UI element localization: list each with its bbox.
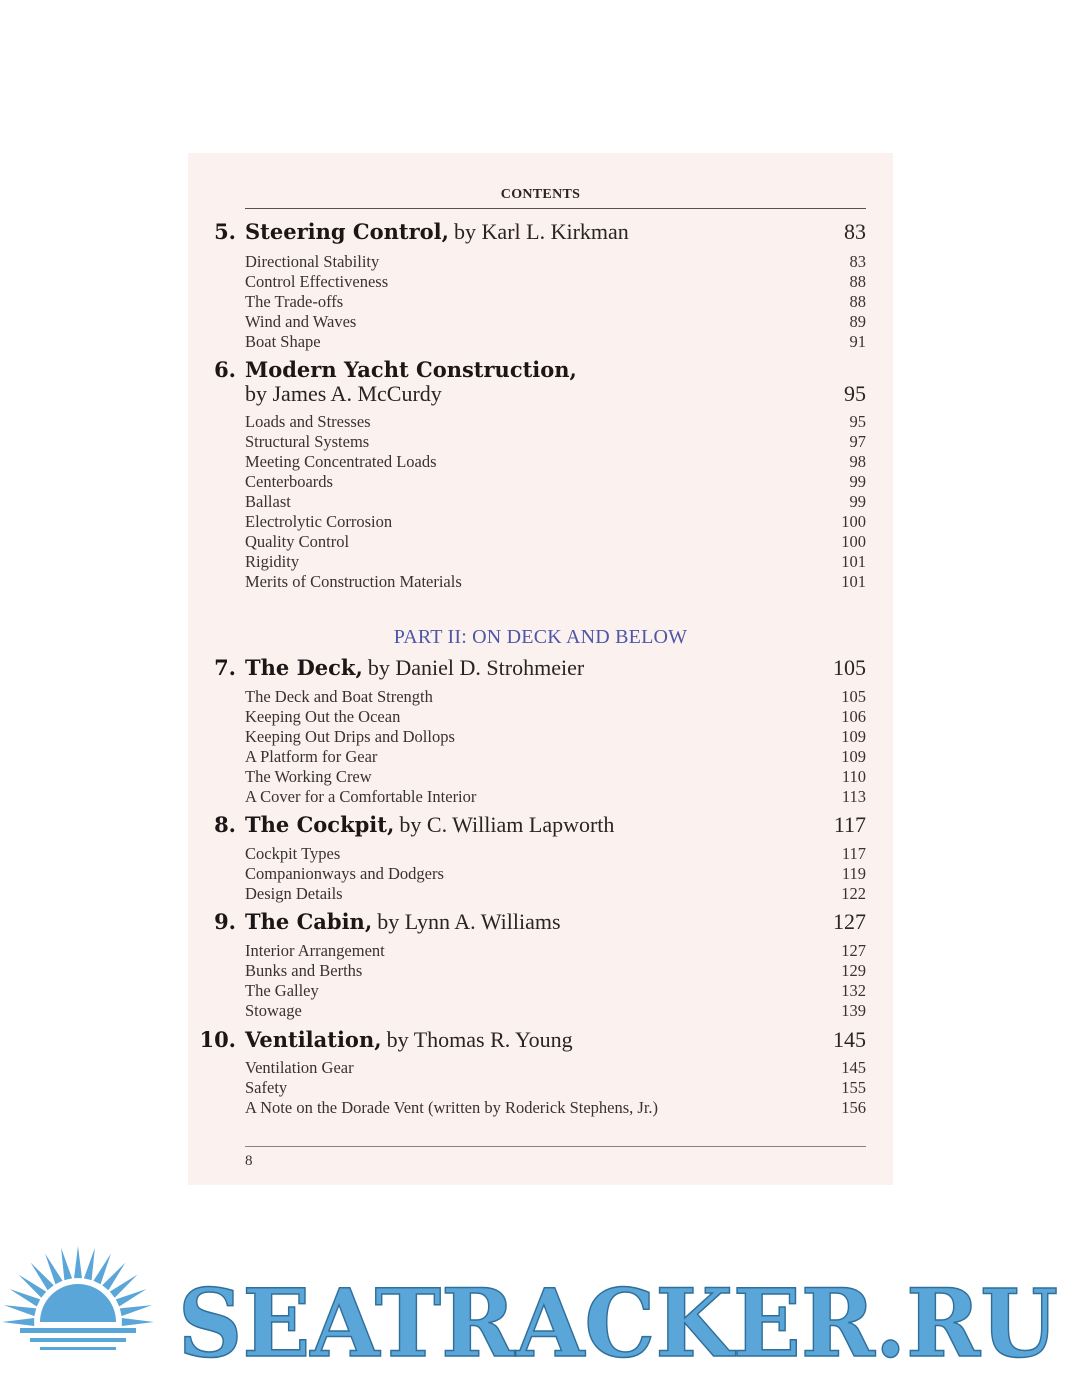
section-page: 99	[849, 492, 866, 511]
chapter-page: 95	[844, 381, 866, 406]
section-title: Directional Stability	[245, 252, 380, 271]
chapter-title: Ventilation,	[245, 1027, 382, 1052]
sun-ray	[74, 1246, 82, 1278]
section-page: 105	[841, 687, 866, 706]
sun-ray	[120, 1305, 152, 1316]
part-heading: PART II: ON DECK AND BELOW	[393, 626, 688, 648]
section-title: Electrolytic Corrosion	[245, 512, 393, 531]
sun-ray	[61, 1248, 72, 1280]
sun-ray	[122, 1318, 154, 1326]
chapter-byline-line	[245, 381, 442, 407]
sun-ray	[4, 1305, 36, 1316]
section-page: 122	[841, 884, 866, 903]
section-title: The Working Crew	[245, 767, 372, 786]
chapter-heading	[245, 219, 629, 245]
running-head: CONTENTS	[500, 187, 581, 202]
chapter-page: 145	[833, 1027, 866, 1052]
chapter-byline: by James A. McCurdy	[245, 381, 442, 406]
section-title: Control Effectiveness	[245, 272, 389, 291]
section-title: Ventilation Gear	[245, 1058, 354, 1077]
section-title: Stowage	[245, 1001, 302, 1020]
watermark-text: SEATRACKER.RU	[178, 1269, 1058, 1379]
section-page: 88	[849, 272, 866, 291]
section-title: Loads and Stresses	[245, 412, 371, 431]
section-title: Merits of Construction Materials	[245, 572, 462, 591]
chapter-number: 6.	[214, 357, 236, 382]
section-page: 127	[841, 941, 866, 960]
section-page: 156	[841, 1098, 866, 1117]
section-page: 132	[841, 981, 866, 1000]
section-title: Design Details	[245, 884, 343, 903]
section-page: 119	[841, 864, 866, 883]
section-title: The Deck and Boat Strength	[245, 687, 433, 706]
section-page: 101	[841, 552, 866, 571]
section-page: 109	[841, 727, 866, 746]
sun-ray	[84, 1248, 95, 1280]
section-page: 83	[849, 252, 866, 271]
section-title: Keeping Out Drips and Dollops	[245, 727, 455, 746]
chapter-heading	[245, 655, 584, 681]
section-page: 88	[849, 292, 866, 311]
section-page: 100	[841, 532, 866, 551]
section-title: Companionways and Dodgers	[245, 864, 444, 883]
section-title: Interior Arrangement	[245, 941, 385, 960]
table-of-contents	[188, 153, 893, 1185]
chapter-title: Modern Yacht Construction,	[245, 357, 577, 382]
book-page	[188, 153, 893, 1185]
chapter-byline: by Thomas R. Young	[386, 1027, 573, 1052]
section-page: 89	[849, 312, 866, 331]
chapter-heading	[245, 357, 577, 382]
watermark-logo	[0, 1230, 1080, 1397]
section-title: Rigidity	[245, 552, 300, 571]
section-title: A Note on the Dorade Vent (written by Roderick Stephens, Jr.)	[245, 1098, 659, 1117]
chapter-byline: by C. William Lapworth	[399, 812, 615, 837]
chapter-heading	[245, 1027, 573, 1053]
section-title: A Platform for Gear	[245, 747, 378, 766]
chapter-number: 8.	[214, 812, 236, 837]
chapter-heading	[245, 812, 614, 838]
section-page: 99	[849, 472, 866, 491]
section-page: 113	[841, 787, 866, 806]
section-title: Centerboards	[245, 472, 333, 491]
section-title: Meeting Concentrated Loads	[245, 452, 437, 471]
section-page: 106	[841, 707, 866, 726]
section-page: 129	[841, 961, 866, 980]
chapter-page: 117	[833, 812, 866, 837]
chapter-number: 5.	[214, 219, 236, 244]
chapter-byline: by Karl L. Kirkman	[454, 219, 629, 244]
chapter-number: 9.	[214, 909, 236, 934]
chapter-page: 127	[833, 909, 866, 934]
section-title: Boat Shape	[245, 332, 321, 351]
section-page: 101	[841, 572, 866, 591]
section-page: 145	[841, 1058, 866, 1077]
chapter-byline: by Lynn A. Williams	[377, 909, 561, 934]
section-page: 98	[849, 452, 866, 471]
section-page: 95	[849, 412, 866, 431]
chapter-byline: by Daniel D. Strohmeier	[367, 655, 585, 680]
section-title: Bunks and Berths	[245, 961, 363, 980]
section-page: 110	[841, 767, 866, 786]
section-page: 117	[841, 844, 866, 863]
chapter-number: 10.	[199, 1027, 236, 1052]
chapter-title: The Deck,	[245, 655, 363, 680]
section-page: 100	[841, 512, 866, 531]
section-title: Wind and Waves	[245, 312, 357, 331]
section-title: The Galley	[245, 981, 319, 1000]
section-title: Keeping Out the Ocean	[245, 707, 401, 726]
chapter-heading	[245, 909, 561, 935]
sun-ray	[2, 1318, 34, 1326]
footer-rule	[245, 1146, 866, 1147]
page-number: 8	[245, 1153, 253, 1169]
chapter-title: The Cockpit,	[245, 812, 395, 837]
section-page: 155	[841, 1078, 866, 1097]
chapter-page: 105	[833, 655, 866, 680]
chapter-title: Steering Control,	[245, 219, 449, 244]
section-title: The Trade-offs	[245, 292, 344, 311]
chapter-number: 7.	[214, 655, 236, 680]
section-page: 109	[841, 747, 866, 766]
section-title: Structural Systems	[245, 432, 370, 451]
section-page: 139	[841, 1001, 866, 1020]
sun-icon	[2, 1246, 154, 1350]
section-title: A Cover for a Comfortable Interior	[245, 787, 477, 806]
chapter-title: The Cabin,	[245, 909, 373, 934]
chapter-page: 83	[844, 219, 866, 244]
section-title: Safety	[245, 1078, 288, 1097]
section-title: Ballast	[245, 492, 291, 511]
section-title: Quality Control	[245, 532, 350, 551]
section-page: 91	[849, 332, 866, 351]
section-title: Cockpit Types	[245, 844, 341, 863]
section-page: 97	[849, 432, 866, 451]
